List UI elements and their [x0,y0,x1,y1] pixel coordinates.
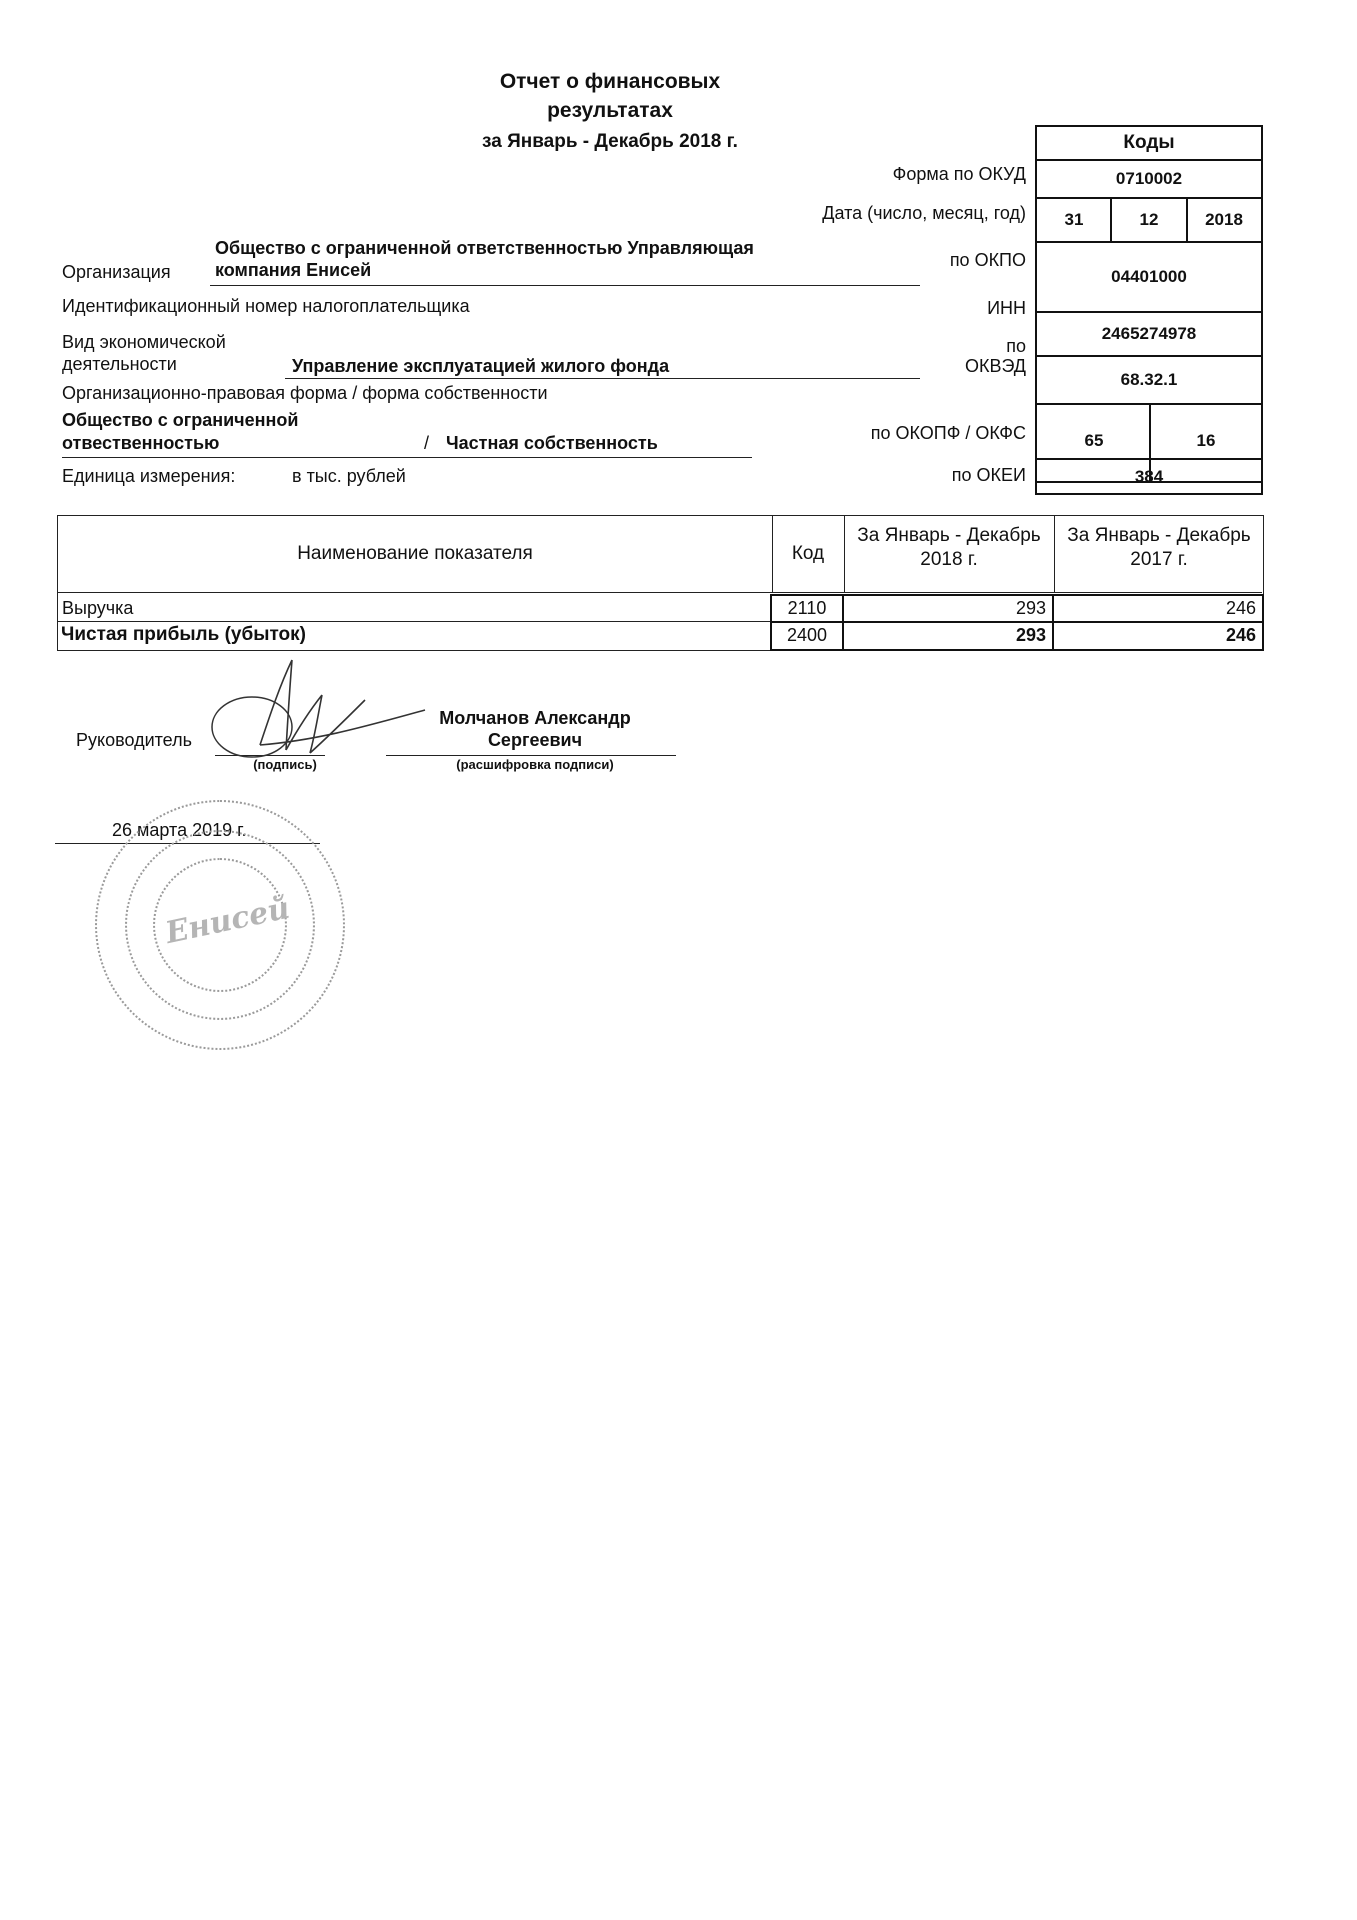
decode-caption: (расшифровка подписи) [456,757,614,772]
stamp-center-text: Енисей [162,890,293,952]
date-sep-2 [1186,199,1188,243]
date-month: 12 [1139,210,1159,229]
activity-label-1: Вид экономической [62,332,226,352]
codes-header: Коды [1037,127,1261,161]
unit-value: в тыс. рублей [292,466,406,486]
col-2017-header-line2: 2017 г. [1130,549,1188,570]
activity-value: Управление эксплуатацией жилого фонда [292,356,670,376]
report-title-line1: Отчет о финансовых [499,70,721,93]
col-code-header: Код [791,543,825,564]
date-sep-1 [1110,199,1112,243]
col-2017-header-line1: За Январь - Декабрь [1067,525,1251,546]
row-2-v2018: 293 [842,621,1054,651]
org-name-line1: Общество с ограниченной ответственностью Управляющая [215,238,754,258]
report-period: за Январь - Декабрь 2018 г. [482,131,738,152]
handwritten-signature [200,655,430,770]
signature-date: 26 марта 2019 г. [112,820,247,840]
date-label: Дата (число, месяц, год) [822,203,1026,223]
codes-box [1035,125,1263,495]
legal-form-underline [62,457,752,458]
okopf-label: по ОКОПФ / ОКФС [870,423,1026,443]
okfs-value: 16 [1196,431,1216,450]
unit-label: Единица измерения: [62,466,236,486]
activity-underline [285,378,920,379]
okud-value: 0710002 [1037,161,1261,199]
inn-long-label: Идентификационный номер налогоплательщика [62,296,470,316]
inn-label: ИНН [987,298,1026,318]
signature-caption: (подпись) [253,757,317,772]
date-row [1037,199,1261,243]
row-1-v2017: 246 [1052,594,1264,623]
company-stamp [95,800,345,1050]
org-label: Организация [62,262,171,282]
col-2018-header-line1: За Январь - Декабрь [857,525,1041,546]
okved-value: 68.32.1 [1037,357,1261,405]
row-2-v2017: 246 [1052,621,1264,651]
date-day: 31 [1064,210,1084,229]
okved-label-2: ОКВЭД [964,356,1026,376]
signer-name-line1: Молчанов Александр [439,708,631,728]
date-year: 2018 [1205,210,1243,229]
row-2-name: Чистая прибыль (убыток) [61,624,306,645]
signer-name-line2: Сергеевич [487,730,583,750]
col-name-header: Наименование показателя [297,543,533,564]
row-1-code: 2110 [770,594,844,623]
okei-value: 384 [1035,458,1263,495]
row-1-name: Выручка [62,598,134,618]
activity-label-2: деятельности [62,354,177,374]
legal-form-slash: / [424,433,430,453]
legal-form-line2: отвественностью [62,433,220,453]
org-underline [210,285,920,286]
row-2-code: 2400 [770,621,844,651]
legal-form-line1: Общество с ограниченной [62,410,299,430]
ownership-value: Частная собственность [446,433,658,453]
header-bottom-line [58,592,1262,593]
row-1-v2018: 293 [842,594,1054,623]
okud-label: Форма по ОКУД [892,164,1026,184]
okpo-label: по ОКПО [949,250,1026,270]
inn-value: 2465274978 [1037,313,1261,357]
okpo-value: 04401000 [1037,243,1261,313]
legal-form-label: Организационно-правовая форма / форма собственности [62,383,548,403]
org-name-line2: компания Енисей [215,260,372,280]
signature-role: Руководитель [76,730,192,750]
col-2018-header-line2: 2018 г. [920,549,978,570]
okopf-value: 65 [1084,431,1104,450]
okved-label-1: по [1006,336,1026,356]
okei-label: по ОКЕИ [951,465,1026,485]
report-title-line2: результатах [547,99,673,122]
